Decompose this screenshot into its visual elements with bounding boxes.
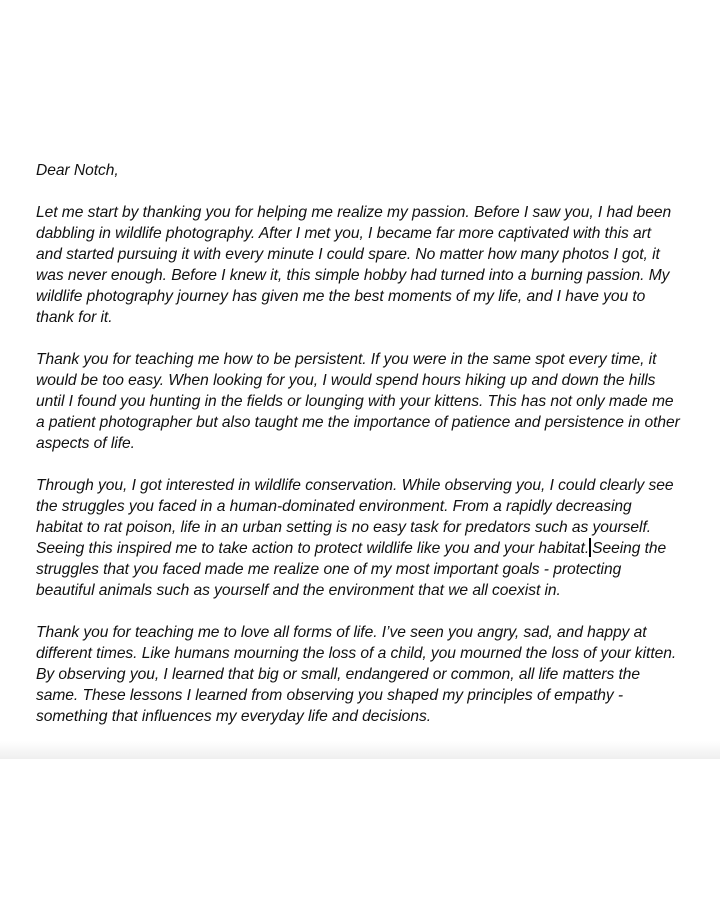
- text-line: was never enough. Before I knew it, this simple hobby had turned into a burning passion. My: [36, 267, 670, 284]
- background-area: [0, 759, 720, 900]
- text-segment: Seeing this inspired me to take action to protect wildlife like you and your habitat.: [36, 540, 590, 557]
- text-line: habitat to rat poison, life in an urban setting is no easy task for predators such as yourself.: [36, 519, 652, 536]
- text-line: Through you, I got interested in wildlife conservation. While observing you, I could clearly see: [36, 477, 674, 494]
- paragraph-passion: [36, 202, 696, 328]
- text-line: until I found you hunting in the fields or lounging with your kittens. This has not only made me: [36, 393, 674, 410]
- text-line: a patient photographer but also taught me the importance of patience and persistence in other: [36, 414, 680, 431]
- paragraph-persistence: [36, 349, 696, 454]
- page-bottom-edge: [0, 741, 720, 759]
- text-line: different times. Like humans mourning the loss of a child, you mourned the loss of your kitten.: [36, 645, 677, 662]
- text-line: and started pursuing it with every minute I could spare. No matter how many photos I got, it: [36, 246, 660, 263]
- text-cursor: [589, 538, 591, 557]
- paragraph-conservation: [36, 475, 696, 601]
- text-line: aspects of life.: [36, 435, 135, 452]
- text-line: Thank you for teaching me to love all forms of life. I’ve seen you angry, sad, and happy at: [36, 624, 647, 641]
- text-line: something that influences my everyday life and decisions.: [36, 708, 432, 725]
- paragraph-empathy: [36, 622, 696, 727]
- text-line: same. These lessons I learned from observing you shaped my principles of empathy -: [36, 687, 624, 704]
- text-line: dabbling in wildlife photography. After I met you, I became far more captivated with this art: [36, 225, 652, 242]
- text-line: thank for it.: [36, 309, 113, 326]
- text-segment: Seeing the: [592, 540, 667, 557]
- text-line: Let me start by thanking you for helping me realize my passion. Before I saw you, I had been: [36, 204, 672, 221]
- text-line: beautiful animals such as yourself and the environment that we all coexist in.: [36, 582, 561, 599]
- letter-body[interactable]: [36, 160, 696, 748]
- text-line-with-cursor: [36, 538, 696, 559]
- text-line: Thank you for teaching me how to be persistent. If you were in the same spot every time, it: [36, 351, 657, 368]
- text-line: struggles that you faced made me realize one of my most important goals - protecting: [36, 561, 622, 578]
- text-line: wildlife photography journey has given me the best moments of my life, and I have you to: [36, 288, 646, 305]
- salutation: Dear Notch,: [36, 162, 119, 179]
- text-line: the struggles you faced in a human-dominated environment. From a rapidly decreasing: [36, 498, 632, 515]
- text-line: would be too easy. When looking for you, I would spend hours hiking up and down the hills: [36, 372, 656, 389]
- text-line: By observing you, I learned that big or small, endangered or common, all life matters the: [36, 666, 641, 683]
